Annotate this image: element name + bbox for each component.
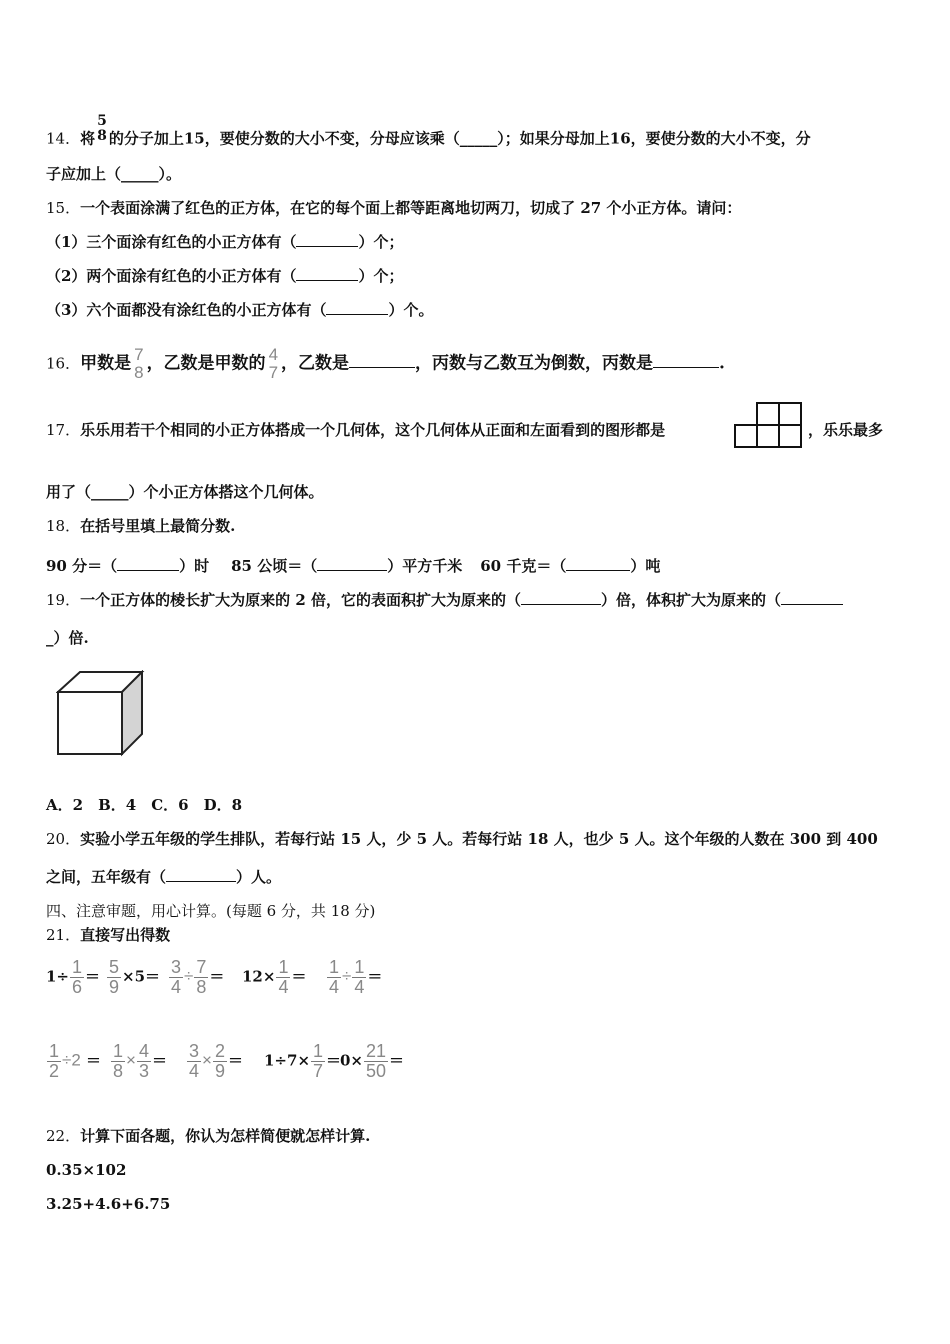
q20-number: 20． bbox=[46, 830, 81, 848]
q17-number: 17． bbox=[46, 421, 81, 439]
q19-options: A．2 B．4 C．6 D．8 bbox=[46, 796, 243, 814]
q17-blank[interactable]: _____ bbox=[91, 483, 129, 501]
q14-fraction: 5 8 bbox=[97, 113, 107, 144]
q16-fraction-1: 7 8 bbox=[134, 345, 144, 382]
q21-item-2: $\frac{5}{9}$ ×5＝ bbox=[109, 957, 161, 997]
cube-figure bbox=[56, 670, 146, 758]
q16-line: 16．甲数是 7 8 ，乙数是甲数的 4 7 ，乙数是 ，丙数与乙数互为倒数，丙数是 . bbox=[46, 345, 725, 382]
q21-item-6: $\frac{1}{2}$ ÷2 ＝ bbox=[49, 1041, 102, 1081]
q17-line1: 17．乐乐用若干个相同的小正方体搭成一个几何体，这个几何体从正面和左面看到的图形都是 bbox=[46, 421, 666, 439]
q22-number: 22． bbox=[46, 1127, 81, 1145]
q22-expr-1: 0.35×102 bbox=[46, 1161, 127, 1179]
q15-item-2: （2）两个面涂有红色的小正方体有（ ）个； bbox=[46, 267, 404, 285]
q18-stem: 18．在括号里填上最简分数. bbox=[46, 517, 236, 535]
q18-blank-3[interactable] bbox=[566, 556, 630, 571]
q16-number: 16． bbox=[46, 354, 81, 373]
q21-item-10: 0× $\frac{21}{50}$ ＝ bbox=[340, 1041, 405, 1081]
q21-item-3: $\frac{3}{4}$ ÷ $\frac{7}{8}$ ＝ bbox=[171, 957, 225, 997]
q21-item-8: $\frac{3}{4}$ × $\frac{2}{9}$ ＝ bbox=[189, 1041, 243, 1081]
q15-item-3: （3）六个面都没有涂红色的小正方体有（ ）个。 bbox=[46, 301, 434, 319]
q15-blank-3[interactable] bbox=[326, 300, 388, 315]
q19-blank-1[interactable] bbox=[521, 590, 601, 605]
q20-line1: 20．实验小学五年级的学生排队，若每行站 15 人，少 5 人。若每行站 18 人，也少 5 人。这个年级的人数在 300 到 400 bbox=[46, 830, 878, 848]
q14-line1: 14．将 5 8 的分子加上15，要使分数的大小不变，分母应该乘（_____）；如果分母加上16，要使分数的大小不变，分 bbox=[46, 113, 811, 148]
q18-number: 18． bbox=[46, 517, 81, 535]
q17-line1-end: ，乐乐最多 bbox=[808, 421, 884, 439]
q19-line2: _）倍. bbox=[46, 629, 89, 647]
q18-blank-1[interactable] bbox=[117, 556, 179, 571]
q18-parts: 90 分＝（ ）时 85 公顷＝（ ）平方千米 60 千克＝（ ）吨 bbox=[46, 557, 661, 575]
q17-line2: 用了（_____）个小正方体搭这个几何体。 bbox=[46, 483, 324, 501]
q17-view-figure bbox=[734, 402, 804, 448]
q14-number: 14． bbox=[46, 129, 81, 148]
q19-number: 19． bbox=[46, 591, 81, 609]
q16-fraction-2: 4 7 bbox=[268, 345, 279, 382]
q16-blank-2[interactable] bbox=[653, 353, 719, 368]
q14-blank-1[interactable]: _____ bbox=[459, 129, 498, 148]
q21-stem: 21．直接写出得数 bbox=[46, 926, 171, 944]
q19-blank-2[interactable] bbox=[781, 590, 843, 605]
q15-number: 15． bbox=[46, 199, 81, 217]
q20-line2: 之间，五年级有（ ）人。 bbox=[46, 868, 282, 886]
q16-blank-1[interactable] bbox=[349, 353, 415, 368]
q19-line1: 19．一个正方体的棱长扩大为原来的 2 倍，它的表面积扩大为原来的（ ）倍，体积扩大为原来的（ bbox=[46, 590, 843, 610]
q18-blank-2[interactable] bbox=[317, 556, 387, 571]
q21-number: 21． bbox=[46, 926, 81, 944]
q20-blank[interactable] bbox=[166, 867, 236, 882]
q15-blank-1[interactable] bbox=[296, 232, 358, 247]
q21-item-5: $\frac{1}{4}$ ÷ $\frac{1}{4}$ ＝ bbox=[329, 957, 383, 997]
q15-blank-2[interactable] bbox=[296, 266, 358, 281]
q14-line2: 子应加上（_____）。 bbox=[46, 165, 182, 183]
q15-item-1: （1）三个面涂有红色的小正方体有（ ）个； bbox=[46, 233, 404, 251]
q15-stem: 15．一个表面涂满了红色的正方体，在它的每个面上都等距离地切两刀，切成了 27 个小正方体。请问： bbox=[46, 199, 742, 217]
q22-expr-2: 3.25+4.6+6.75 bbox=[46, 1195, 171, 1213]
q21-item-7: $\frac{1}{8}$ × $\frac{4}{3}$ ＝ bbox=[113, 1041, 167, 1081]
q22-stem: 22．计算下面各题，你认为怎样简便就怎样计算. bbox=[46, 1127, 371, 1145]
q21-item-4: 12× $\frac{1}{4}$ ＝ bbox=[242, 957, 307, 997]
q14-blank-2[interactable]: _____ bbox=[121, 165, 159, 183]
section-4-heading: 四、注意审题，用心计算。(每题 6 分，共 18 分) bbox=[46, 902, 376, 920]
q21-item-1: 1÷ $\frac{1}{6}$ ＝ bbox=[46, 957, 101, 997]
q21-item-9: 1÷7× $\frac{1}{7}$ ＝ bbox=[264, 1041, 342, 1081]
